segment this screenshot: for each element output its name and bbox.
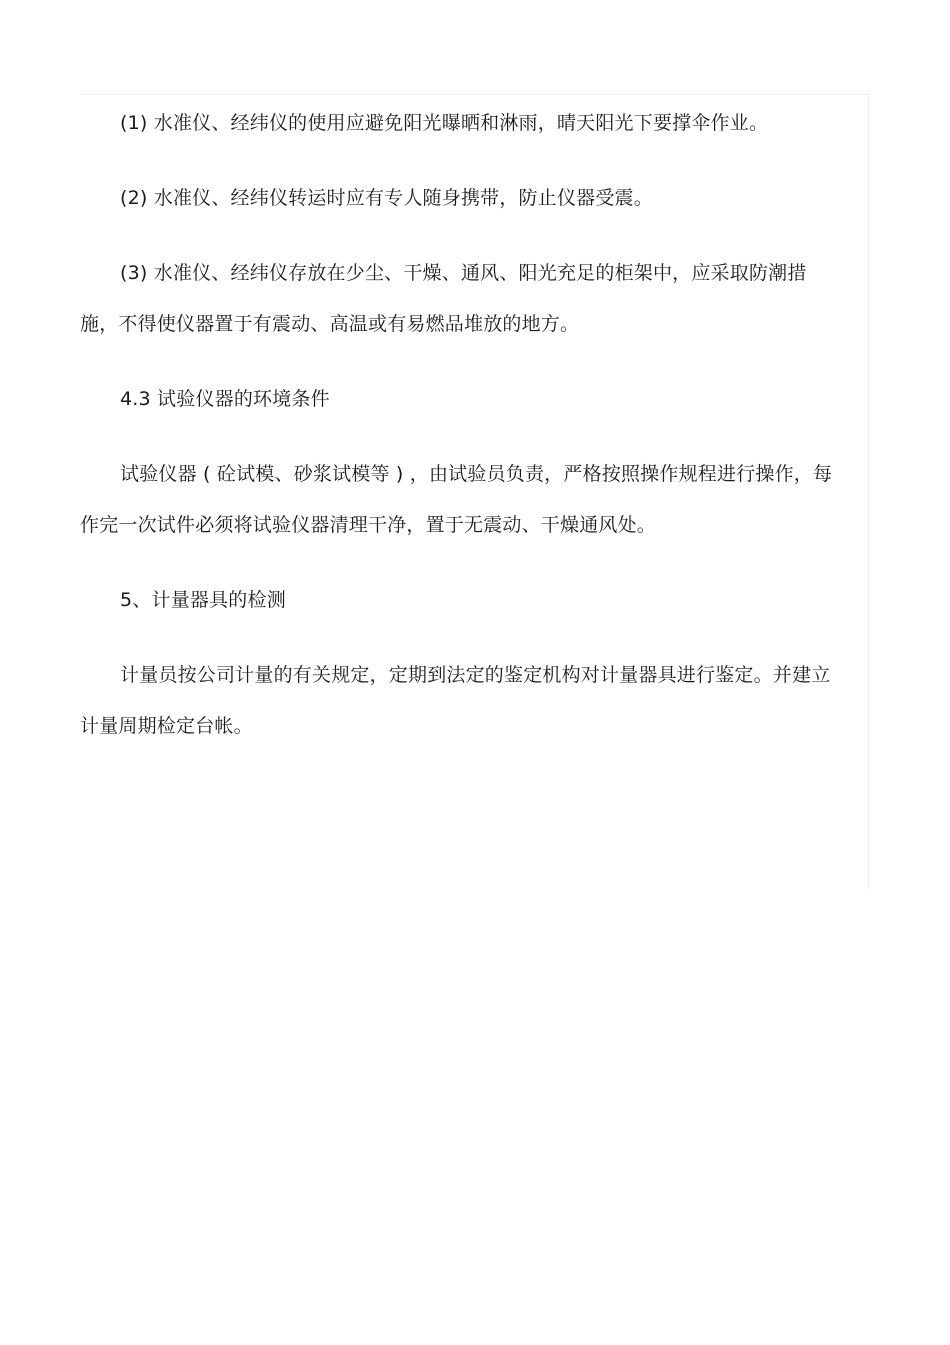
section-heading-test-instruments: 4.3 试验仪器的环境条件 <box>120 388 330 410</box>
paragraph-instrument-usage: (1) 水准仪、经纬仪的使用应避免阳光曝晒和淋雨，晴天阳光下要撑伞作业。 <box>120 112 769 134</box>
section-heading-measuring-tools: 5、计量器具的检测 <box>120 589 286 611</box>
document-body <box>80 98 840 752</box>
paragraph-test-instruments: 试验仪器 ( 砼试模、砂浆试模等 ) ，由试验员负责，严格按照操作规程进行操作，每作完一次试件必须将试验仪器清理干净，置于无震动、干燥通风处。 <box>80 463 833 536</box>
paragraph-instrument-transport: (2) 水准仪、经纬仪转运时应有专人随身携带，防止仪器受震。 <box>120 187 653 209</box>
paragraph-measuring-tools: 计量员按公司计量的有关规定，定期到法定的鉴定机构对计量器具进行鉴定。并建立计量周期检定台帐。 <box>80 664 831 737</box>
paragraph-instrument-storage: (3) 水准仪、经纬仪存放在少尘、干燥、通风、阳光充足的柜架中，应采取防潮措施，不得使仪器置于有震动、高温或有易燃品堆放的地方。 <box>80 262 807 335</box>
